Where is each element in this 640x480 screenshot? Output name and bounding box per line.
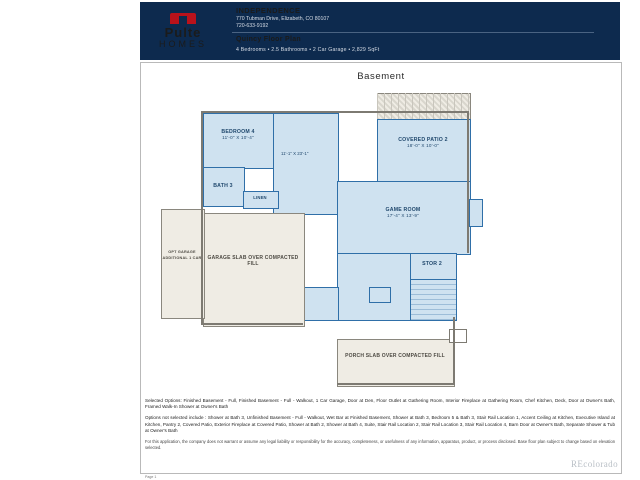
header-text-block bbox=[236, 6, 596, 30]
pulte-homes-logo bbox=[140, 2, 226, 60]
label-porch-slab: PORCH SLAB OVER COMPACTED FILL bbox=[345, 353, 445, 359]
community-phone: 720-633-9192 bbox=[236, 23, 269, 29]
plan-name: Quincy Floor Plan bbox=[236, 36, 301, 43]
logo-homes-text: HOMES bbox=[158, 38, 207, 49]
room-bedroom-4 bbox=[203, 113, 275, 169]
community-name: INDEPENDENCE bbox=[236, 6, 301, 15]
watermark: REcolorado bbox=[571, 459, 618, 469]
hall-dimension: 11'-1" X 23'-1" bbox=[281, 151, 309, 156]
label-optional-garage: OPT GARAGE ADDITIONAL 1 CAR bbox=[162, 250, 202, 260]
room-porch-slab bbox=[337, 339, 455, 387]
stair-run bbox=[409, 279, 457, 321]
fixture-utility bbox=[369, 287, 391, 303]
label-game-room: GAME ROOM 17'-4" X 13'-9" bbox=[385, 207, 421, 218]
label-bedroom-4: BEDROOM 4 11'-0" X 10'-4" bbox=[221, 129, 255, 140]
label-storage-2: STOR 2 bbox=[422, 261, 442, 267]
room-covered-patio-2 bbox=[377, 119, 471, 183]
label-garage-slab: GARAGE SLAB OVER COMPACTED FILL bbox=[207, 255, 299, 267]
label-bath-3: BATH 3 bbox=[213, 183, 233, 189]
floorplan-drawing bbox=[162, 91, 581, 391]
page-right-margin bbox=[620, 0, 640, 480]
deck-joists bbox=[377, 93, 469, 119]
wall-top bbox=[203, 111, 469, 113]
room-optional-garage bbox=[161, 209, 205, 319]
wall-bottom-left bbox=[201, 323, 303, 325]
wall-porch-bottom bbox=[337, 383, 455, 385]
selected-options-note: Selected Options: Finished Basement - Full, Finished Basement - Full - Walkout, 1 Car Garage, Door at Den, Floor Outlet at Gathering Room, Interior Fireplace at Gathering Room, Chef Kitchen, Deck, Door at Owner's Bath, Framed Walk-In Shower at Owner's Bath bbox=[145, 398, 615, 410]
sheet-title: Basement bbox=[357, 71, 405, 82]
room-storage-2 bbox=[409, 253, 457, 281]
wall-porch-right bbox=[453, 317, 455, 385]
disclaimer-note: For this application, the company does not warrant or assume any legal liability or responsibility for the accuracy, completeness, or usefulness of any information, apparatus, product, or process disclosed. Base floor plan subject to change based on elevation selected. bbox=[145, 439, 615, 450]
page-left-margin bbox=[0, 0, 140, 480]
header-divider bbox=[232, 32, 594, 33]
logo-pulte-text: Pulte bbox=[164, 24, 202, 40]
label-linen: LINEN bbox=[253, 195, 267, 200]
label-covered-patio-2: COVERED PATIO 2 18'-0" X 10'-0" bbox=[398, 137, 448, 148]
room-hallway bbox=[273, 113, 339, 215]
plan-specs: 4 Bedrooms • 2.5 Bathrooms • 2 Car Garage • 2,829 SqFt bbox=[236, 47, 380, 53]
unselected-options-note: Options not selected include : Shower at Bath 3, Unfinished Basement - Full - Walkout, Wet Bar at Finished Basement, Shower at Bath 3, Bedroom 5 & Bath 3, Stair Rail Location 1, Accent Ceiling at Kitchen, Executive Island at Kitchen, Pantry 2, Covered Patio, Exterior Fireplace at Covered Patio, Shower at Bath 2, Shower at Bath 4, Suite, Stair Rail Location 2, Stair Rail Location 3, Stair Rail Location 4, Barn Door at Owner's Bath, Separate Shower & Tub at Owner's Bath bbox=[145, 415, 615, 433]
page-number: Page 1 bbox=[145, 475, 157, 479]
community-address: 770 Tubman Drive, Elizabeth, CO 80107 bbox=[236, 16, 330, 22]
wall-left bbox=[201, 111, 203, 325]
fixture-column bbox=[449, 329, 467, 343]
roof-icon bbox=[170, 13, 196, 24]
bay-window-bumpout bbox=[469, 199, 483, 227]
room-garage-slab bbox=[203, 213, 305, 327]
mechanical-alcove bbox=[303, 287, 339, 321]
options-notes bbox=[145, 398, 615, 455]
wall-right bbox=[467, 111, 469, 253]
